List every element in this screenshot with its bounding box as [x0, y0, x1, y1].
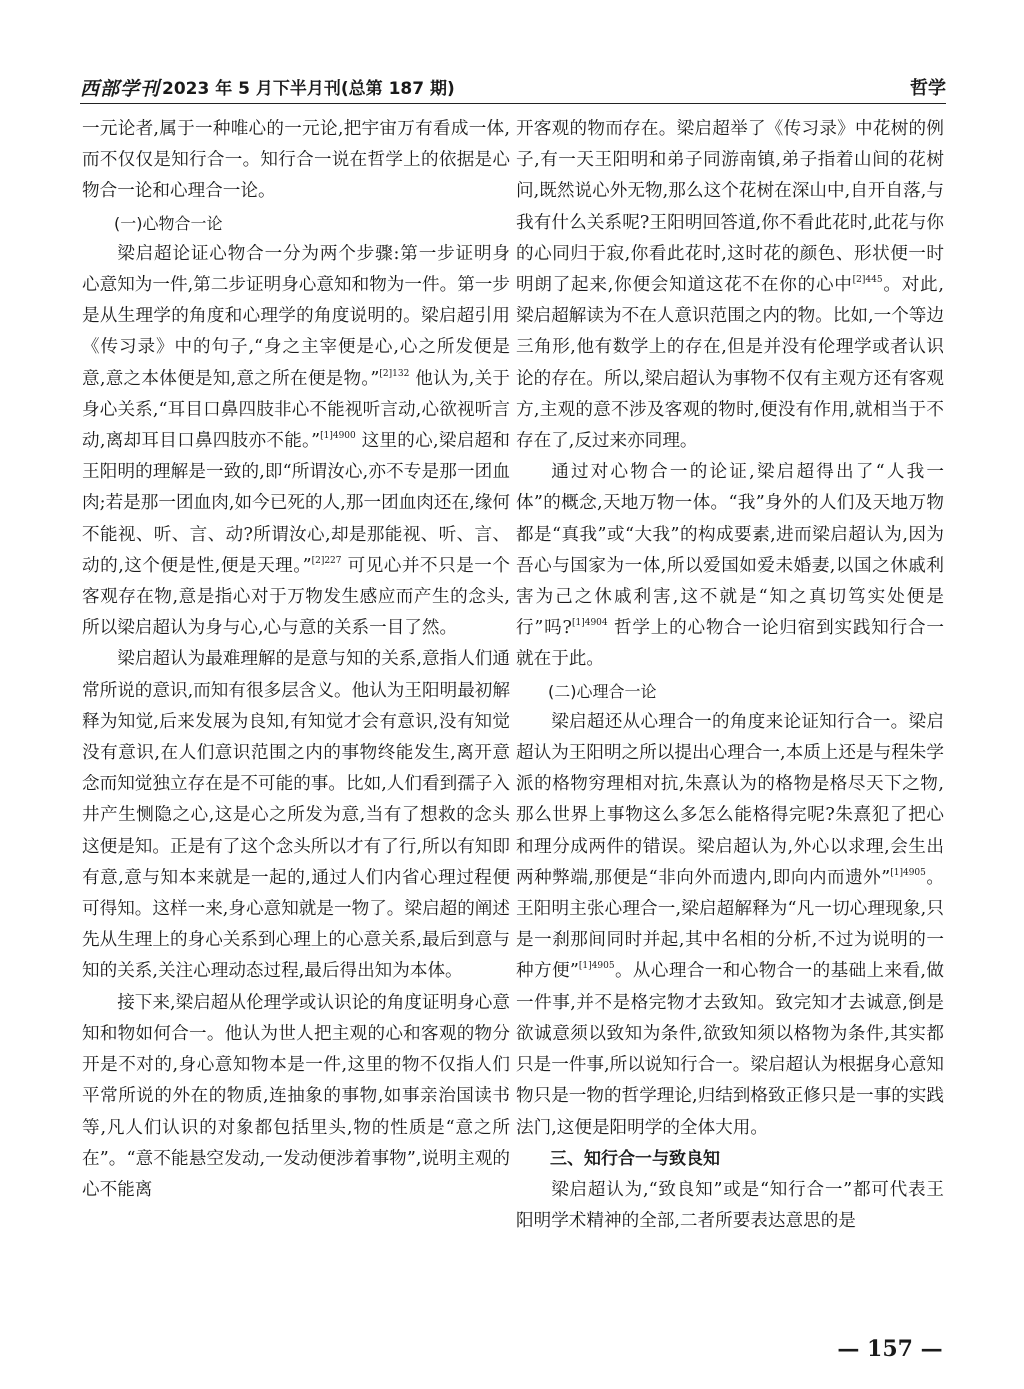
running-header	[80, 74, 946, 102]
paragraph	[516, 114, 944, 457]
paragraph: 梁启超认为最难理解的是意与知的关系,意指人们通常所说的意识,而知有很多层含义。他认为王阳明最初解释为知觉,后来发展为良知,有知觉才会有意识,没有知觉没有意识,在人们意识范围之内的事物终能发生,离开意念而知觉独立存在是不可能的事。比如,人们看到孺子入井产生恻隐之心,这是心之所发为意,当有了想救的念头这便是知。正是有了这个念头所以才有了行,所以有知即有意,意与知本来就是一起的,通过人们内省心理过程便可得知。这样一来,身心意知就是一物了。梁启超的阐述先从生理上的身心关系到心理上的心意关系,最后到意与知的关系,关注心理动态过程,最后得出知为本体。	[82, 649, 511, 982]
paragraph-text: 开客观的物而存在。梁启超举了《传习录》中花树的例子,有一天王阳明和弟子同游南镇,弟子指着山间的花树问,既然说心外无物,那么这个花树在深山中,自开自落,与我有什么关系呢?王阳明回答道,你不看此花时,此花与你的心同归于寂,你看此花时,这时花的颜色、形状便一时明朗了起来,你便会知道这花不在你的心中	[516, 119, 944, 296]
citation: [1]4900	[320, 431, 356, 442]
paragraph	[516, 457, 944, 675]
paragraph: 一元论者,属于一种唯心的一元论,把宇宙万有看成一体,而不仅仅是知行合一。知行合一说在哲学上的依据是心物合一论和心理合一论。	[82, 119, 510, 202]
citation: [2]445	[852, 275, 883, 286]
paragraph-text: 梁启超论证心物合一分为两个步骤:第一步证明身心意知为一件,第二步证明身心意知和物为一件。第一步是从生理学的角度和心理学的角度说明的。梁启超引用《传习录》中的句子,“身之主宰便是心,心之所发便是意,意之本体便是知,意之所在便是物。”	[82, 243, 510, 389]
citation: [1]4905	[578, 961, 615, 972]
journal-logo: 西部学刊	[80, 78, 161, 100]
subsection-heading: (二)心理合一论	[548, 681, 657, 701]
paragraph-text: 梁启超还从心理合一的角度来论证知行合一。梁启超认为王阳明之所以提出心理合一,本质上还是与程朱学派的格物穷理相对抗,朱熹认为的格物是格尽天下之物,那么世界上事物这么多怎么能格得完呢?朱熹犯了把心和理分成两件的错误。梁启超认为,外心以求理,会生出两种弊端,那便是“非向外而遗内,即向内而遗外”	[516, 711, 945, 888]
paragraph	[82, 239, 510, 645]
citation: [1]4905	[890, 867, 926, 878]
paragraph-text: 哲学上的心物合一论归宿到实践知行合一就在于此。	[516, 618, 944, 670]
page-number: — 157 —	[837, 1336, 943, 1362]
section-heading: 三、知行合一与致良知	[550, 1148, 720, 1169]
citation: [2]132	[379, 368, 410, 379]
header-rule	[80, 103, 946, 104]
paragraph-text: 可见心并不只是一个客观存在物,意是指心对于万物发生感应而产生的念头,所以梁启超认为身与心,心与意的关系一目了然。	[82, 555, 511, 639]
subsection-heading: (一)心物合一论	[114, 213, 223, 233]
citation: [1]4904	[571, 618, 608, 629]
left-column	[82, 114, 510, 1206]
paragraph: 接下来,梁启超从伦理学或认识论的角度证明身心意知和物如何合一。他认为世人把主观的心和客观的物分开是不对的,身心意知物本是一件,这里的物不仅指人们平常所说的外在的物质,连抽象的事物,如事亲治国读书等,凡人们认识的对象都包括里头,物的性质是“意之所在”。“意不能悬空发动,一发动便涉着事物”,说明主观的心不能离	[82, 992, 511, 1200]
section-tag: 哲学	[910, 78, 946, 99]
paragraph: 梁启超认为,“致良知”或是“知行合一”都可代表王阳明学术精神的全部,二者所要表达意思的是	[516, 1179, 944, 1232]
paragraph-text: 。对此,梁启超解读为不在人意识范围之内的物。比如,一个等边三角形,他有数学上的存在,但是并没有伦理学或者认识论的存在。所以,梁启超认为事物不仅有主观方还有客观方,主观的意不涉及客观的物时,便没有作用,就相当于不存在了,反过来亦同理。	[516, 275, 944, 452]
issue-info: 2023 年 5 月下半月刊(总第 187 期)	[162, 79, 455, 99]
paragraph-text: 通过对心物合一的论证,梁启超得出了“人我一体”的概念,天地万物一体。“我”身外的人们及天地万物都是“真我”或“大我”的构成要素,进而梁启超认为,因为吾心与国家为一体,所以爱国如爱未婚妻,以国之休戚利害为己之休戚利害,这不就是“知之真切笃实处便是行”吗?	[516, 462, 944, 639]
paragraph	[516, 707, 944, 1144]
paragraph-text: 他认为,关于身心关系,“耳目口鼻四肢非心不能视听言动,心欲视听言动,离却耳目口鼻四肢亦不能。”	[82, 368, 511, 452]
citation: [2]227	[311, 555, 342, 566]
paragraph-text: 。从心理合一和心物合一的基础上来看,做一件事,并不是格完物才去致知。致完知才去诚意,倒是欲诚意须以致知为条件,欲致知须以格物为条件,其实都只是一件事,所以说知行合一。梁启超认为根据身心意知物只是一物的哲学理论,归结到格致正修只是一事的实践法门,这便是阳明学的全体大用。	[516, 961, 945, 1138]
paragraph-text: 。王阳明主张心理合一,梁启超解释为“凡一切心理现象,只是一刹那间同时并起,其中名相的分析,不过为说明的一种方便”	[516, 867, 945, 982]
right-column	[516, 114, 944, 1237]
paragraph-text: 这里的心,梁启超和王阳明的理解是一致的,即“所谓汝心,亦不专是那一团血肉;若是那一团血肉,如今已死的人,那一团血肉还在,缘何不能视、听、言、动?所谓汝心,却是那能视、听、言、动的,这个便是性,便是天理。”	[82, 431, 511, 576]
